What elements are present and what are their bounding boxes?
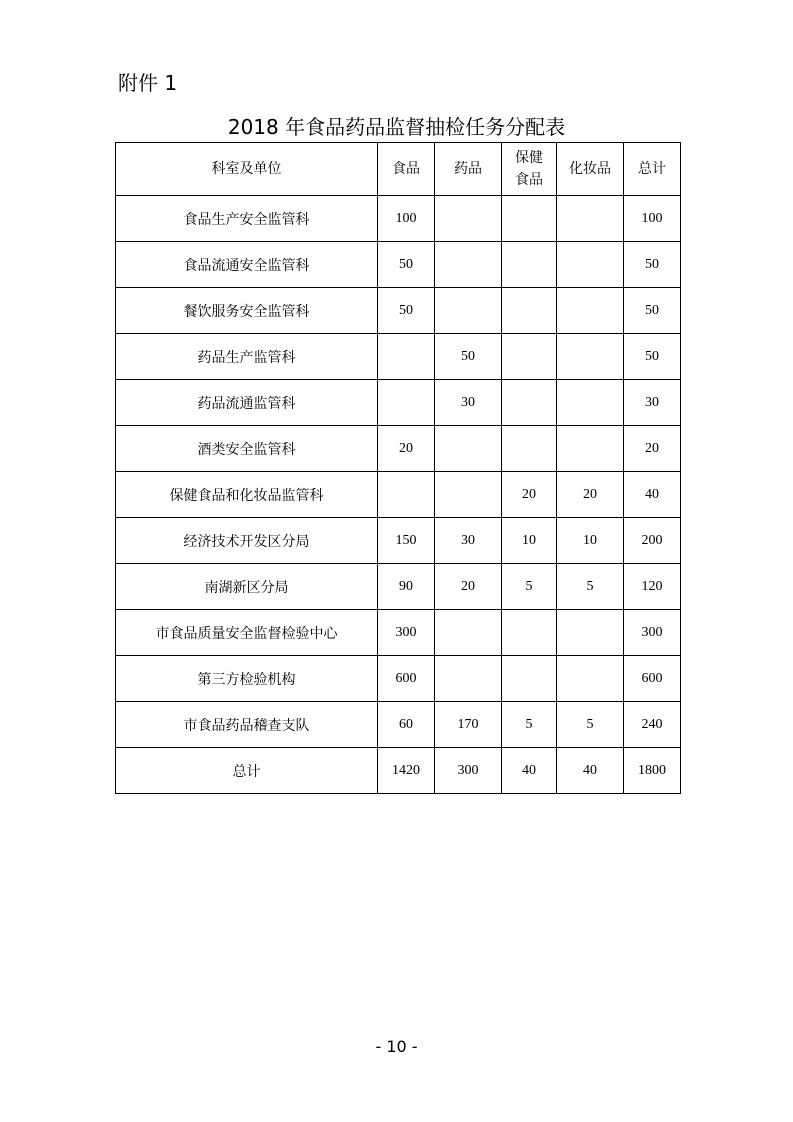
header-health-food-line2: 食品	[515, 172, 543, 188]
cell-drug	[435, 242, 502, 288]
table-row	[116, 288, 681, 334]
cell-health-food	[502, 380, 557, 426]
cell-food: 90	[378, 564, 435, 610]
page-number: - 10 -	[375, 1037, 418, 1056]
cell-food: 20	[378, 426, 435, 472]
cell-drug: 30	[435, 380, 502, 426]
cell-health-food	[502, 426, 557, 472]
cell-drug: 300	[435, 748, 502, 794]
cell-total: 240	[624, 702, 681, 748]
cell-cosmetics	[557, 196, 624, 242]
table-row	[116, 472, 681, 518]
cell-unit: 总计	[116, 748, 378, 794]
attachment-label: 附件 1	[118, 71, 178, 95]
cell-total: 50	[624, 288, 681, 334]
cell-cosmetics	[557, 610, 624, 656]
table-row	[116, 656, 681, 702]
cell-food	[378, 380, 435, 426]
cell-cosmetics: 20	[557, 472, 624, 518]
cell-food: 300	[378, 610, 435, 656]
cell-food: 600	[378, 656, 435, 702]
cell-cosmetics: 10	[557, 518, 624, 564]
table-row	[116, 610, 681, 656]
cell-unit: 保健食品和化妆品监管科	[116, 472, 378, 518]
table-header-row	[116, 143, 681, 196]
cell-total: 1800	[624, 748, 681, 794]
cell-cosmetics	[557, 380, 624, 426]
header-health-food	[502, 143, 557, 196]
cell-unit: 市食品药品稽查支队	[116, 702, 378, 748]
cell-unit: 第三方检验机构	[116, 656, 378, 702]
cell-total: 20	[624, 426, 681, 472]
cell-drug: 170	[435, 702, 502, 748]
cell-unit: 酒类安全监管科	[116, 426, 378, 472]
table-row	[116, 380, 681, 426]
table-row	[116, 564, 681, 610]
table-row	[116, 334, 681, 380]
cell-total: 40	[624, 472, 681, 518]
header-drug: 药品	[435, 143, 502, 196]
cell-health-food: 5	[502, 702, 557, 748]
cell-health-food	[502, 288, 557, 334]
cell-food: 100	[378, 196, 435, 242]
table-row	[116, 702, 681, 748]
cell-health-food: 20	[502, 472, 557, 518]
document-title: 2018 年食品药品监督抽检任务分配表	[227, 115, 566, 139]
table-row	[116, 426, 681, 472]
cell-cosmetics	[557, 288, 624, 334]
table-row	[116, 518, 681, 564]
cell-cosmetics	[557, 242, 624, 288]
cell-unit: 市食品质量安全监督检验中心	[116, 610, 378, 656]
cell-unit: 经济技术开发区分局	[116, 518, 378, 564]
cell-total: 50	[624, 334, 681, 380]
cell-drug: 50	[435, 334, 502, 380]
cell-health-food: 10	[502, 518, 557, 564]
cell-food	[378, 334, 435, 380]
cell-drug	[435, 288, 502, 334]
cell-health-food	[502, 610, 557, 656]
header-cosmetics: 化妆品	[557, 143, 624, 196]
cell-unit: 药品流通监管科	[116, 380, 378, 426]
cell-health-food	[502, 242, 557, 288]
table-row	[116, 242, 681, 288]
cell-unit: 药品生产监管科	[116, 334, 378, 380]
cell-cosmetics: 40	[557, 748, 624, 794]
cell-cosmetics	[557, 334, 624, 380]
cell-food: 60	[378, 702, 435, 748]
cell-unit: 南湖新区分局	[116, 564, 378, 610]
cell-total: 50	[624, 242, 681, 288]
allocation-table	[115, 142, 681, 794]
cell-food: 150	[378, 518, 435, 564]
cell-total: 120	[624, 564, 681, 610]
cell-food	[378, 472, 435, 518]
cell-health-food	[502, 196, 557, 242]
cell-cosmetics	[557, 426, 624, 472]
cell-drug: 30	[435, 518, 502, 564]
cell-health-food: 40	[502, 748, 557, 794]
cell-food: 1420	[378, 748, 435, 794]
cell-drug	[435, 472, 502, 518]
cell-drug	[435, 656, 502, 702]
cell-health-food: 5	[502, 564, 557, 610]
cell-total: 100	[624, 196, 681, 242]
cell-total: 300	[624, 610, 681, 656]
cell-drug: 20	[435, 564, 502, 610]
cell-total: 30	[624, 380, 681, 426]
header-health-food-line1: 保健	[515, 150, 543, 166]
cell-food: 50	[378, 288, 435, 334]
header-unit: 科室及单位	[116, 143, 378, 196]
cell-cosmetics	[557, 656, 624, 702]
cell-drug	[435, 196, 502, 242]
cell-unit: 餐饮服务安全监管科	[116, 288, 378, 334]
header-food: 食品	[378, 143, 435, 196]
cell-total: 200	[624, 518, 681, 564]
table-total-row	[116, 748, 681, 794]
cell-unit: 食品生产安全监管科	[116, 196, 378, 242]
cell-cosmetics: 5	[557, 564, 624, 610]
cell-drug	[435, 610, 502, 656]
cell-cosmetics: 5	[557, 702, 624, 748]
cell-health-food	[502, 656, 557, 702]
header-total: 总计	[624, 143, 681, 196]
cell-total: 600	[624, 656, 681, 702]
cell-food: 50	[378, 242, 435, 288]
cell-drug	[435, 426, 502, 472]
cell-health-food	[502, 334, 557, 380]
cell-unit: 食品流通安全监管科	[116, 242, 378, 288]
table-row	[116, 196, 681, 242]
